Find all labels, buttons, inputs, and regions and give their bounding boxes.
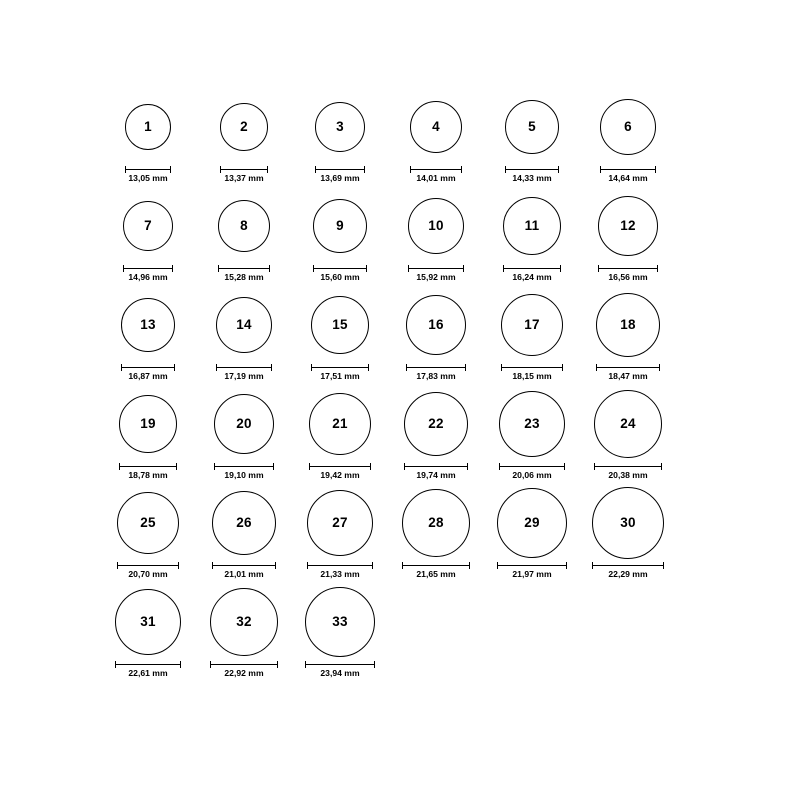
ring-size-number: 21	[332, 416, 348, 432]
measure-bar	[594, 466, 662, 467]
ring-circle-wrap	[313, 187, 367, 265]
measure-bar	[600, 169, 656, 170]
measure-bar	[121, 367, 175, 368]
diameter-measure-line	[503, 265, 561, 272]
ring-circle-wrap	[125, 88, 171, 166]
ring-circle	[598, 196, 658, 256]
ring-circle-wrap	[123, 187, 173, 265]
ring-size-cell	[580, 187, 676, 282]
ring-circle-wrap	[598, 187, 658, 265]
ring-circle-wrap	[503, 187, 561, 265]
diameter-measure-line	[214, 463, 274, 470]
ring-size-cell	[484, 484, 580, 579]
diameter-measure-line	[311, 364, 369, 371]
ring-circle	[497, 488, 567, 558]
diameter-measure-line	[307, 562, 373, 569]
ring-circle-wrap	[220, 88, 268, 166]
ring-circle-wrap	[214, 385, 274, 463]
diameter-measure-line	[210, 661, 278, 668]
ring-size-number: 27	[332, 515, 348, 531]
ring-size-cell	[292, 385, 388, 480]
ring-size-number: 3	[336, 119, 344, 135]
ring-size-cell	[196, 385, 292, 480]
ring-circle-wrap	[505, 88, 559, 166]
ring-size-number: 28	[428, 515, 444, 531]
measure-bar	[311, 367, 369, 368]
ring-size-cell	[196, 286, 292, 381]
diameter-label: 18,78 mm	[128, 470, 168, 480]
ring-circle	[117, 492, 179, 554]
ring-circle	[216, 297, 272, 353]
ring-size-row	[100, 286, 710, 385]
diameter-label: 19,10 mm	[224, 470, 264, 480]
ring-size-number: 2	[240, 119, 248, 135]
diameter-measure-line	[220, 166, 268, 173]
ring-circle	[305, 587, 375, 657]
ring-circle	[220, 103, 268, 151]
diameter-label: 20,06 mm	[512, 470, 552, 480]
ring-size-cell	[580, 88, 676, 183]
diameter-label: 16,56 mm	[608, 272, 648, 282]
diameter-measure-line	[212, 562, 276, 569]
ring-size-cell	[388, 484, 484, 579]
ring-circle-wrap	[210, 583, 278, 661]
ring-circle	[503, 197, 561, 255]
diameter-measure-line	[598, 265, 658, 272]
ring-size-number: 24	[620, 416, 636, 432]
diameter-label: 15,92 mm	[416, 272, 456, 282]
diameter-label: 17,19 mm	[224, 371, 264, 381]
measure-bar	[123, 268, 173, 269]
diameter-label: 14,64 mm	[608, 173, 648, 183]
ring-circle-wrap	[402, 484, 470, 562]
diameter-label: 18,15 mm	[512, 371, 552, 381]
ring-circle	[592, 487, 664, 559]
diameter-label: 19,42 mm	[320, 470, 360, 480]
ring-size-cell	[388, 385, 484, 480]
measure-bar	[212, 565, 276, 566]
ring-circle	[410, 101, 462, 153]
measure-bar	[410, 169, 462, 170]
diameter-measure-line	[121, 364, 175, 371]
ring-circle-wrap	[596, 286, 660, 364]
measure-bar	[216, 367, 272, 368]
diameter-label: 19,74 mm	[416, 470, 456, 480]
ring-size-number: 19	[140, 416, 156, 432]
ring-size-number: 11	[524, 218, 540, 234]
ring-size-number: 4	[432, 119, 440, 135]
diameter-label: 15,60 mm	[320, 272, 360, 282]
measure-bar	[117, 565, 179, 566]
diameter-measure-line	[119, 463, 177, 470]
diameter-label: 14,33 mm	[512, 173, 552, 183]
measure-bar	[305, 664, 375, 665]
diameter-measure-line	[406, 364, 466, 371]
ring-size-number: 14	[236, 317, 252, 333]
ring-size-cell	[100, 187, 196, 282]
diameter-label: 20,70 mm	[128, 569, 168, 579]
ring-circle	[123, 201, 173, 251]
diameter-label: 22,92 mm	[224, 668, 264, 678]
diameter-label: 17,83 mm	[416, 371, 456, 381]
ring-size-cell	[100, 583, 196, 678]
ring-size-number: 1	[144, 119, 152, 135]
ring-size-cell	[484, 385, 580, 480]
diameter-measure-line	[600, 166, 656, 173]
ring-circle	[501, 294, 563, 356]
diameter-label: 13,37 mm	[224, 173, 264, 183]
ring-circle-wrap	[309, 385, 371, 463]
ring-size-cell	[580, 286, 676, 381]
ring-size-number: 25	[140, 515, 156, 531]
ring-size-cell	[484, 88, 580, 183]
ring-circle	[307, 490, 373, 556]
ring-size-cell	[100, 484, 196, 579]
measure-bar	[499, 466, 565, 467]
ring-circle	[309, 393, 371, 455]
measure-bar	[309, 466, 371, 467]
ring-circle-wrap	[406, 286, 466, 364]
ring-circle	[499, 391, 565, 457]
ring-size-grid	[100, 88, 710, 682]
ring-circle	[505, 100, 559, 154]
measure-bar	[214, 466, 274, 467]
ring-size-number: 15	[332, 317, 348, 333]
measure-bar	[404, 466, 468, 467]
ring-size-number: 18	[620, 317, 636, 333]
ring-size-number: 6	[624, 119, 632, 135]
diameter-measure-line	[218, 265, 270, 272]
diameter-label: 22,61 mm	[128, 668, 168, 678]
ring-circle-wrap	[218, 187, 270, 265]
ring-circle	[212, 491, 276, 555]
ring-circle-wrap	[119, 385, 177, 463]
ring-circle-wrap	[212, 484, 276, 562]
ring-size-number: 29	[524, 515, 540, 531]
ring-circle-wrap	[216, 286, 272, 364]
ring-circle-wrap	[404, 385, 468, 463]
measure-bar	[115, 664, 181, 665]
ring-size-cell	[100, 286, 196, 381]
diameter-label: 14,96 mm	[128, 272, 168, 282]
ring-circle-wrap	[600, 88, 656, 166]
diameter-measure-line	[216, 364, 272, 371]
ring-circle	[121, 298, 175, 352]
diameter-measure-line	[505, 166, 559, 173]
diameter-measure-line	[404, 463, 468, 470]
ring-size-cell	[388, 187, 484, 282]
ring-circle	[315, 102, 365, 152]
ring-size-cell	[580, 385, 676, 480]
diameter-label: 16,24 mm	[512, 272, 552, 282]
diameter-measure-line	[123, 265, 173, 272]
diameter-label: 16,87 mm	[128, 371, 168, 381]
ring-size-row	[100, 88, 710, 187]
ring-size-number: 32	[236, 614, 252, 630]
ring-size-number: 16	[428, 317, 444, 333]
diameter-measure-line	[497, 562, 567, 569]
ring-size-cell	[484, 286, 580, 381]
ring-size-number: 9	[336, 218, 344, 234]
diameter-measure-line	[313, 265, 367, 272]
ring-circle-wrap	[307, 484, 373, 562]
ring-size-cell	[100, 385, 196, 480]
diameter-label: 15,28 mm	[224, 272, 264, 282]
ring-circle	[210, 588, 278, 656]
measure-bar	[402, 565, 470, 566]
ring-circle	[404, 392, 468, 456]
diameter-label: 20,38 mm	[608, 470, 648, 480]
ring-circle	[119, 395, 177, 453]
measure-bar	[501, 367, 563, 368]
ring-size-number: 5	[528, 119, 536, 135]
ring-circle	[600, 99, 656, 155]
diameter-measure-line	[305, 661, 375, 668]
ring-circle-wrap	[501, 286, 563, 364]
ring-circle	[218, 200, 270, 252]
diameter-label: 22,29 mm	[608, 569, 648, 579]
measure-bar	[497, 565, 567, 566]
ring-circle-wrap	[115, 583, 181, 661]
diameter-measure-line	[315, 166, 365, 173]
ring-circle-wrap	[499, 385, 565, 463]
ring-size-cell	[196, 88, 292, 183]
measure-bar	[220, 169, 268, 170]
ring-size-number: 23	[524, 416, 540, 432]
ring-circle	[594, 390, 662, 458]
measure-bar	[210, 664, 278, 665]
ring-circle-wrap	[410, 88, 462, 166]
diameter-measure-line	[594, 463, 662, 470]
diameter-measure-line	[499, 463, 565, 470]
ring-size-row	[100, 484, 710, 583]
diameter-label: 14,01 mm	[416, 173, 456, 183]
ring-circle	[214, 394, 274, 454]
measure-bar	[125, 169, 171, 170]
diameter-label: 21,97 mm	[512, 569, 552, 579]
ring-size-cell	[292, 484, 388, 579]
measure-bar	[315, 169, 365, 170]
ring-size-cell	[196, 187, 292, 282]
ring-size-cell	[292, 187, 388, 282]
diameter-label: 21,33 mm	[320, 569, 360, 579]
diameter-label: 18,47 mm	[608, 371, 648, 381]
ring-circle	[408, 198, 464, 254]
ring-size-number: 7	[144, 218, 152, 234]
ring-size-number: 30	[620, 515, 636, 531]
ring-circle	[115, 589, 181, 655]
measure-bar	[598, 268, 658, 269]
ring-circle	[313, 199, 367, 253]
ring-size-row	[100, 583, 710, 682]
ring-size-number: 13	[140, 317, 156, 333]
diameter-label: 13,69 mm	[320, 173, 360, 183]
diameter-measure-line	[117, 562, 179, 569]
diameter-label: 23,94 mm	[320, 668, 360, 678]
measure-bar	[596, 367, 660, 368]
ring-circle-wrap	[315, 88, 365, 166]
ring-circle-wrap	[117, 484, 179, 562]
ring-circle-wrap	[311, 286, 369, 364]
measure-bar	[218, 268, 270, 269]
diameter-label: 13,05 mm	[128, 173, 168, 183]
diameter-label: 21,01 mm	[224, 569, 264, 579]
ring-size-number: 26	[236, 515, 252, 531]
diameter-measure-line	[410, 166, 462, 173]
ring-circle-wrap	[408, 187, 464, 265]
ring-size-cell	[292, 583, 388, 678]
ring-size-row	[100, 385, 710, 484]
ring-circle	[402, 489, 470, 557]
diameter-measure-line	[402, 562, 470, 569]
ring-circle	[311, 296, 369, 354]
ring-size-number: 10	[428, 218, 444, 234]
measure-bar	[505, 169, 559, 170]
ring-size-number: 12	[620, 218, 636, 234]
ring-size-cell	[100, 88, 196, 183]
diameter-label: 21,65 mm	[416, 569, 456, 579]
ring-size-number: 8	[240, 218, 248, 234]
ring-size-number: 17	[524, 317, 540, 333]
diameter-measure-line	[309, 463, 371, 470]
ring-size-number: 20	[236, 416, 252, 432]
diameter-measure-line	[125, 166, 171, 173]
ring-size-cell	[388, 88, 484, 183]
ring-size-number: 22	[428, 416, 444, 432]
measure-bar	[307, 565, 373, 566]
diameter-measure-line	[408, 265, 464, 272]
ring-circle	[125, 104, 171, 150]
diameter-measure-line	[501, 364, 563, 371]
ring-size-cell	[580, 484, 676, 579]
ring-circle-wrap	[121, 286, 175, 364]
ring-size-number: 33	[332, 614, 348, 630]
ring-circle	[406, 295, 466, 355]
measure-bar	[503, 268, 561, 269]
ring-circle	[596, 293, 660, 357]
diameter-measure-line	[596, 364, 660, 371]
ring-circle-wrap	[592, 484, 664, 562]
ring-size-cell	[196, 583, 292, 678]
ring-size-cell	[388, 286, 484, 381]
measure-bar	[592, 565, 664, 566]
ring-size-number: 31	[140, 614, 156, 630]
ring-size-cell	[292, 88, 388, 183]
measure-bar	[406, 367, 466, 368]
diameter-label: 17,51 mm	[320, 371, 360, 381]
measure-bar	[408, 268, 464, 269]
ring-circle-wrap	[305, 583, 375, 661]
ring-size-row	[100, 187, 710, 286]
measure-bar	[313, 268, 367, 269]
diameter-measure-line	[115, 661, 181, 668]
ring-circle-wrap	[594, 385, 662, 463]
ring-size-cell	[484, 187, 580, 282]
ring-size-cell	[196, 484, 292, 579]
diameter-measure-line	[592, 562, 664, 569]
ring-size-cell	[292, 286, 388, 381]
ring-circle-wrap	[497, 484, 567, 562]
measure-bar	[119, 466, 177, 467]
